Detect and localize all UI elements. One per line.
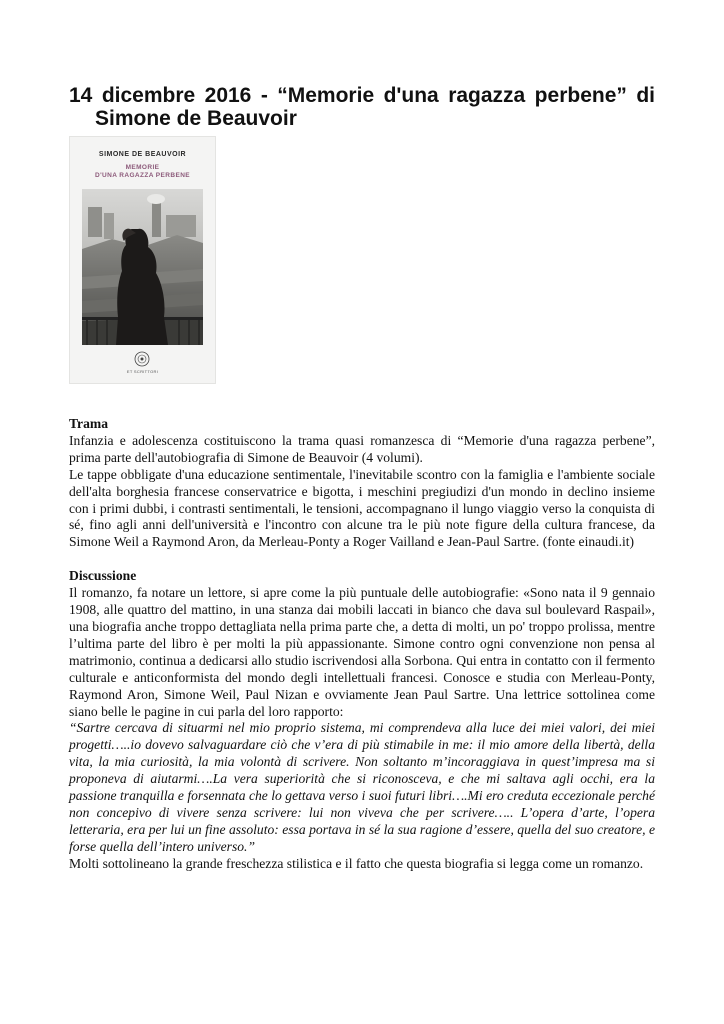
cover-title bbox=[70, 164, 215, 180]
cover-title-line-1: MEMORIE bbox=[125, 164, 160, 171]
trama-heading: Trama bbox=[69, 416, 109, 431]
cover-author: SIMONE DE BEAUVOIR bbox=[98, 151, 187, 158]
discussione-paragraph-1: Il romanzo, fa notare un lettore, si apre come la più puntuale delle autobiografie: «Sono nata il 9 gennaio 1908, alle quattro del mattino, in una stanza dai mobili laccati in bianco che dava sul boulevard Raspail», una biografia anche troppo dettagliata nella prima parte che, a detta di molti, un po' troppo prolissa, mentre l’ultima parte del libro è per molti la più appassionante. Simone contro ogni convenzione non pensa al matrimonio, continua a dedicarsi allo studio iscrivendosi alla Sorbona. Qui entra in contatto con il fermento culturale e anticonformista del mondo degli intellettuali francesi. Conosce e studia con Merleau-Ponty, Raymond Aron, Simone Weil, Paul Nizan e ovviamente Jean Paul Sartre. Una lettrice sottolinea come siano belle le pagine in cui parla del loro rapporto: bbox=[69, 585, 655, 719]
article-body bbox=[69, 416, 655, 873]
discussione-paragraph-2: Molti sottolineano la grande freschezza stilistica e il fatto che questa biografia si legga come un romanzo. bbox=[69, 855, 644, 871]
title-line-2: Simone de Beauvoir bbox=[95, 107, 297, 130]
cover-publisher: ET SCRITTORI bbox=[126, 369, 159, 374]
discussione-heading: Discussione bbox=[69, 568, 137, 584]
section-spacer bbox=[69, 551, 655, 568]
title-line-1: 14 dicembre 2016 - “Memorie d'una ragazza perbene” di bbox=[69, 84, 655, 107]
trama-paragraph-2: Le tappe obbligate d'una educazione sentimentale, l'inevitabile scontro con la famiglia e l'ambiente sociale dell'alta borghesia francese conservatrice e bigotta, i meschini pregiudizi d'un mondo in declino insieme con i primi dubbi, i contrasti sentimentali, le tensioni, accompagnano il lungo viaggio verso la conquista di sé, fino agli anni dell'università e l'incontro con alcune tra le più note figure della cultura francese, da Simone Weil a Raymond Aron, da Merleau-Ponty a Roger Vailland e Jean-Paul Sartre. (fonte einaudi.it) bbox=[69, 466, 655, 550]
cover-title-line-2: D'UNA RAGAZZA PERBENE bbox=[94, 172, 191, 179]
trama-paragraph-1: Infanzia e adolescenza costituiscono la trama quasi romanzesca di “Memorie d'una ragazza perbene”, prima parte dell'autobiografia di Simone de Beauvoir (4 volumi). bbox=[69, 432, 655, 465]
cover-photo bbox=[82, 189, 203, 345]
sartre-quote: “Sartre cercava di situarmi nel mio proprio sistema, mi comprendeva alla luce dei miei valori, dei miei progetti…..io dovevo salvaguardare ciò che v’era di più stimabile in me: il mio amore della libertà, della vita, la mia curiosità, la mia volontà di scrivere. Non soltanto m’incoraggiava in quest’impresa ma si proponeva di aiutarmi….La vera superiorità che si riconosceva, e che mi saltava agli occhi, era la passione tranquilla e forsennata che lo gettava verso i suoi futuri libri….Mi ero creduta eccezionale perché non concepivo di vivere senza scrivere: lui non viveva che per scrivere….. L’opera d’arte, l’opera letteraria, era per lui un fine assoluto: essa portava in sé la sua ragione d’essere, quella del suo creatore, e forse quella dell’intero universo.” bbox=[69, 720, 655, 854]
book-cover-image bbox=[69, 136, 216, 384]
page-title bbox=[69, 84, 655, 130]
publisher-logo-icon bbox=[134, 351, 150, 367]
